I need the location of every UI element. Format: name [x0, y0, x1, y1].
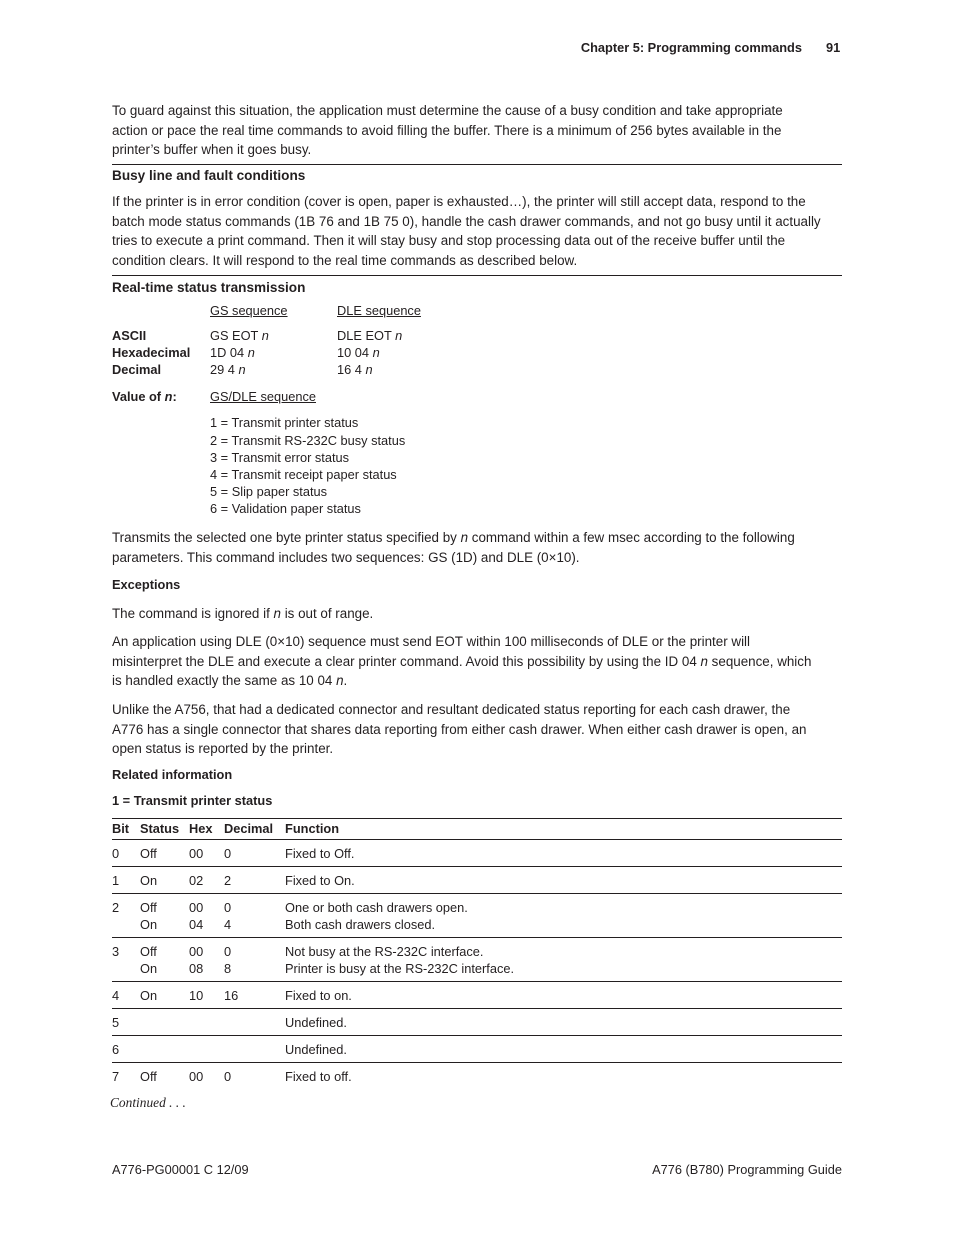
col-header-status: Status	[140, 821, 180, 836]
cell-status	[140, 1036, 189, 1063]
unlike-paragraph	[112, 700, 844, 759]
cell-decimal: 16	[224, 988, 239, 1003]
table-row	[112, 938, 842, 982]
cell-bit: 5	[112, 1015, 120, 1030]
text-line: batch mode status commands (1B 76 and 1B 75 0), handle the cash drawer commands, and not go busy until it actually	[112, 213, 821, 229]
cell-bit: 7	[112, 1069, 120, 1084]
hex-dle-value: 10 04 n	[337, 345, 380, 360]
table-row	[112, 840, 842, 867]
n-value-item: 1 = Transmit printer status	[210, 415, 359, 430]
cell-bit: 0	[112, 846, 120, 861]
text-line: A776 has a single connector that shares data reporting from either cash drawer. When either cash drawer is open, an	[112, 721, 807, 737]
decimal-label: Decimal	[112, 362, 162, 377]
cell-decimal: 0	[224, 846, 232, 861]
cell-status: On	[140, 873, 158, 888]
cell-decimal: 2	[224, 873, 232, 888]
dle-sequence-header: DLE sequence	[337, 303, 421, 318]
col-header-function: Function	[285, 821, 340, 836]
value-of-n-label: Value of n:	[112, 389, 177, 404]
table-header-row	[112, 819, 842, 840]
cell-function: Undefined.	[285, 1042, 347, 1057]
cell-decimal: 0	[224, 1069, 232, 1084]
text-line: condition clears. It will respond to the real time commands as described below.	[112, 252, 578, 268]
text-line: tries to execute a print command. Then it will stay busy and stop processing data out of the receive buffer until the	[112, 233, 786, 249]
cell-decimal	[224, 1036, 285, 1063]
text-line: If the printer is in error condition (cover is open, paper is exhausted…), the printer will still accept data, respond to the	[112, 194, 806, 209]
section-divider	[112, 164, 842, 165]
section-heading-realtime: Real-time status transmission	[112, 280, 306, 295]
ascii-gs-value: GS EOT n	[210, 328, 269, 343]
cell-function: One or both cash drawers open. Both cash drawers closed.	[285, 900, 468, 932]
cell-bit: 6	[112, 1042, 120, 1057]
text-line: An application using DLE (0×10) sequence must send EOT within 100 milliseconds of DLE or the printer will	[112, 634, 750, 649]
cell-status: On	[140, 988, 158, 1003]
cell-hex: 00 04	[189, 900, 204, 932]
cell-bit: 3	[112, 944, 120, 959]
table-row	[112, 867, 842, 894]
col-header-bit: Bit	[112, 821, 130, 836]
hex-label: Hexadecimal	[112, 345, 191, 360]
cell-bit: 1	[112, 873, 120, 888]
text-line: action or pace the real time commands to avoid filling the buffer. There is a minimum of 256 bytes available in the	[112, 122, 782, 138]
cell-status: Off On	[140, 944, 158, 976]
ignored-paragraph: The command is ignored if n is out of range.	[112, 606, 374, 621]
col-header-hex: Hex	[189, 821, 213, 836]
text-line: To guard against this situation, the application must determine the cause of a busy condition and take appropriate	[112, 103, 783, 118]
cell-status: Off	[140, 846, 157, 861]
intro-paragraph	[112, 101, 844, 160]
footer-doc-id: A776-PG00001 C 12/09	[112, 1162, 249, 1177]
printer-status-table	[112, 818, 842, 1089]
gsdle-sequence-header: GS/DLE sequence	[210, 389, 316, 404]
cell-function: Fixed to off.	[285, 1069, 352, 1084]
text-line: is handled exactly the same as 10 04 n.	[112, 673, 348, 689]
decimal-dle-value: 16 4 n	[337, 362, 373, 377]
cell-hex	[189, 1009, 224, 1036]
col-header-decimal: Decimal	[224, 821, 274, 836]
cell-hex: 00	[189, 846, 204, 861]
cell-function: Fixed to on.	[285, 988, 352, 1003]
cell-function: Fixed to On.	[285, 873, 355, 888]
table-row	[112, 1009, 842, 1036]
table-row	[112, 894, 842, 938]
cell-function: Fixed to Off.	[285, 846, 355, 861]
cell-decimal: 0 4	[224, 900, 232, 932]
cell-hex: 10	[189, 988, 204, 1003]
cell-hex	[189, 1036, 224, 1063]
table-row	[112, 982, 842, 1009]
text-line: open status is reported by the printer.	[112, 741, 334, 757]
n-value-item: 2 = Transmit RS-232C busy status	[210, 433, 406, 448]
cell-hex: 00 08	[189, 944, 204, 976]
text-line: misinterpret the DLE and execute a clear printer command. Avoid this possibility by using the ID 04 n sequence, which	[112, 653, 812, 669]
footer-guide-title: A776 (B780) Programming Guide	[652, 1162, 842, 1177]
text-line: Transmits the selected one byte printer status specified by n command within a few msec according to the following	[112, 530, 795, 545]
section-divider	[112, 275, 842, 276]
n-value-item: 3 = Transmit error status	[210, 450, 350, 465]
gs-sequence-header: GS sequence	[210, 303, 288, 318]
running-header: Chapter 5: Programming commands	[580, 40, 802, 55]
cell-hex: 02	[189, 873, 204, 888]
cell-function: Undefined.	[285, 1015, 347, 1030]
cell-decimal	[224, 1009, 285, 1036]
cell-status	[140, 1009, 189, 1036]
text-line: printer’s buffer when it goes busy.	[112, 142, 312, 158]
ascii-dle-value: DLE EOT n	[337, 328, 403, 343]
continued-note: Continued . . .	[110, 1095, 186, 1110]
n-value-item: 6 = Validation paper status	[210, 501, 361, 516]
cell-function: Not busy at the RS-232C interface. Printer is busy at the RS-232C interface.	[285, 944, 515, 976]
cell-status: Off	[140, 1069, 157, 1084]
transmits-paragraph	[112, 528, 844, 567]
table-row	[112, 1036, 842, 1063]
related-info-heading: Related information	[112, 767, 233, 782]
cell-bit: 2	[112, 900, 120, 915]
exceptions-heading: Exceptions	[112, 577, 181, 592]
decimal-gs-value: 29 4 n	[210, 362, 246, 377]
hex-gs-value: 1D 04 n	[210, 345, 255, 360]
table-title: 1 = Transmit printer status	[112, 793, 273, 808]
cell-hex: 00	[189, 1069, 204, 1084]
application-paragraph	[112, 632, 844, 691]
text-line: parameters. This command includes two sequences: GS (1D) and DLE (0×10).	[112, 549, 580, 565]
page-number: 91	[826, 40, 841, 55]
cell-status: Off On	[140, 900, 158, 932]
cell-bit: 4	[112, 988, 120, 1003]
section-heading-busy: Busy line and fault conditions	[112, 168, 306, 183]
cell-decimal: 0 8	[224, 944, 232, 976]
table-row	[112, 1063, 842, 1090]
ascii-label: ASCII	[112, 328, 147, 343]
busy-paragraph	[112, 192, 844, 270]
text-line: Unlike the A756, that had a dedicated connector and resultant dedicated status reporting for each cash drawer, the	[112, 702, 791, 717]
n-value-item: 5 = Slip paper status	[210, 484, 328, 499]
n-value-item: 4 = Transmit receipt paper status	[210, 467, 397, 482]
